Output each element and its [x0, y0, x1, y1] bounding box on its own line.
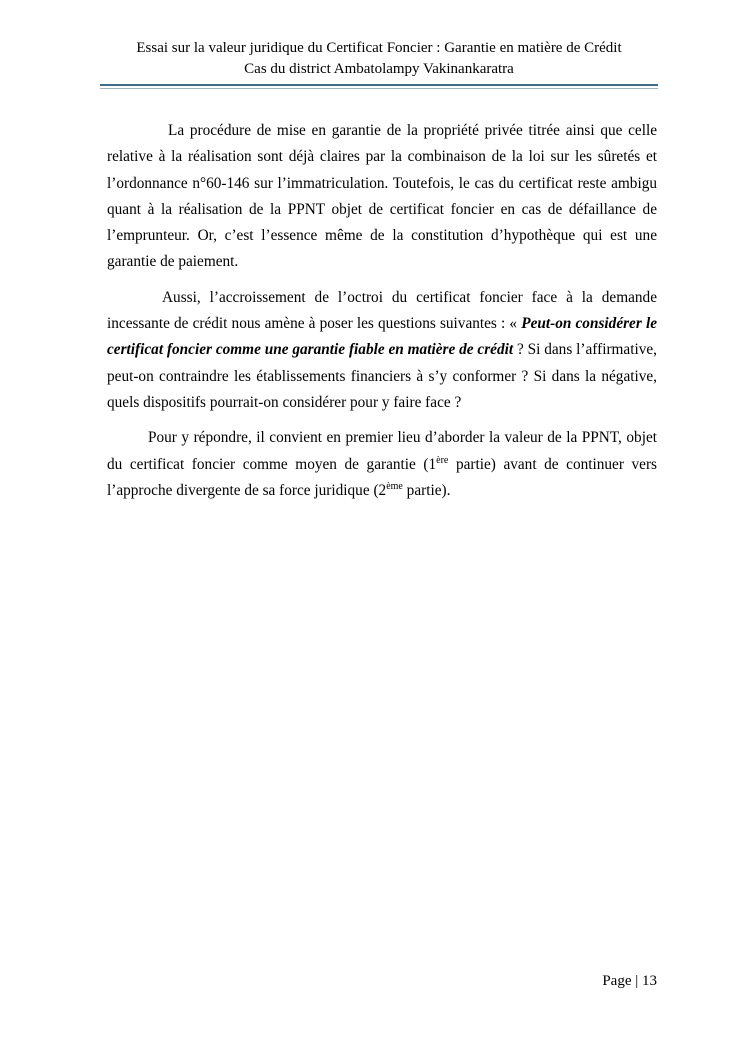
text-segment-normal: Aussi, l’accroissement de l’octroi du certificat foncier face à la demande incessante de crédit nous amène à poser les questions suivantes : « — [107, 288, 657, 333]
text-segment-normal: ? Si dans l’affirmative, peut-on contraindre les établissements financiers à s’y conformer ? Si dans la négative, quels dispositifs pourrait-on considérer pour y faire face ? — [107, 341, 657, 411]
paragraph-2 — [107, 285, 657, 416]
document-body — [107, 118, 657, 513]
page-header — [100, 38, 658, 80]
header-title-line2: Cas du district Ambatolampy Vakinankaratra — [244, 61, 514, 77]
text-segment-normal: La procédure de mise en garantie de la propriété privée titrée ainsi que celle relative à la réalisation sont déjà claires par la combinaison de la loi sur les sûretés et l’ordonnance n°60-146 sur l’immatriculation. Toutefois, le cas du certificat reste ambigu quant à la réalisation de la PPNT objet de certificat foncier en cas de défaillance de l’emprunteur. Or, c’est l’essence même de la constitution d’hypothèque qui est une garantie de paiement. — [107, 122, 657, 271]
paragraph-1 — [107, 118, 657, 276]
text-segment-bold-italic: Peut-on considérer le certificat foncier comme une garantie fiable en matière de crédit — [107, 315, 657, 359]
paragraph-3 — [107, 425, 657, 504]
text-segment-superscript: ère — [436, 454, 449, 466]
header-rule-thin — [100, 88, 658, 89]
text-segment-normal: Pour y répondre, il convient en premier lieu d’aborder la valeur de la PPNT, objet du certificat foncier comme moyen de garantie (1 — [107, 429, 657, 473]
header-rule-thick — [100, 84, 658, 86]
text-segment-normal: partie). — [402, 481, 451, 499]
page-footer — [107, 971, 657, 991]
text-segment-superscript: ème — [386, 480, 403, 492]
text-segment-normal: partie) avant de continuer vers l’approche divergente de sa force juridique (2 — [107, 455, 658, 499]
header-title-line1: Essai sur la valeur juridique du Certificat Foncier : Garantie en matière de Crédit — [136, 40, 622, 56]
page-number-label: Page | 13 — [602, 973, 657, 989]
